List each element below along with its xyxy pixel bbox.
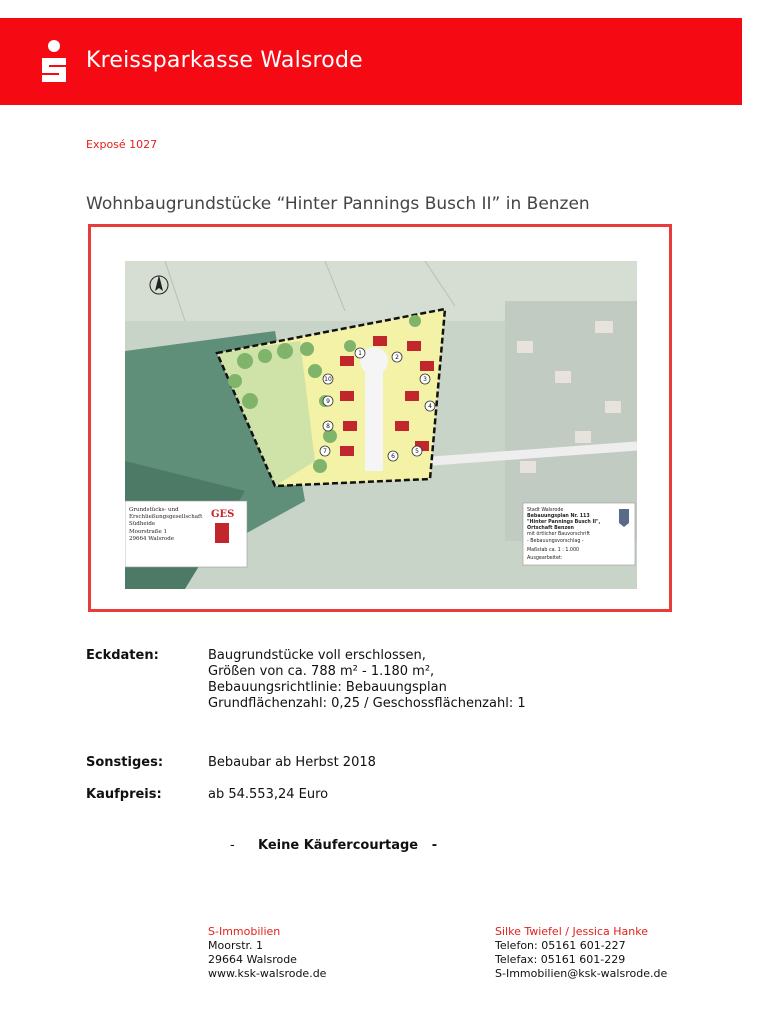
plot-number: 4: [428, 403, 432, 410]
svg-text:mit örtlicher Bauvorschrift: mit örtlicher Bauvorschrift: [527, 532, 590, 537]
misc-label: Sonstiges:: [86, 755, 164, 770]
price-value: ab 54.553,24 Euro: [208, 787, 329, 802]
header-bar: [0, 18, 742, 105]
misc-value: Bebaubar ab Herbst 2018: [208, 755, 376, 770]
expose-number: Exposé 1027: [86, 138, 158, 151]
svg-text:Grundstücks- und: Grundstücks- und: [129, 507, 179, 513]
svg-text:29664 Walsrode: 29664 Walsrode: [129, 536, 174, 542]
sparkasse-logo-icon: [38, 38, 70, 90]
svg-text:Stadt Walsrode: Stadt Walsrode: [527, 508, 564, 513]
plot-number: 8: [326, 423, 330, 430]
svg-text:Maßstab ca. 1 : 1.000: Maßstab ca. 1 : 1.000: [527, 548, 580, 553]
svg-text:- Bebauungsvorschlag -: - Bebauungsvorschlag -: [527, 539, 584, 544]
svg-text:Südheide: Südheide: [129, 521, 156, 527]
site-plan-map: [125, 261, 637, 589]
plot-number: 3: [423, 376, 427, 383]
plan-legend-box: [523, 503, 635, 565]
plot-number: 7: [323, 448, 327, 455]
brand-name: Kreissparkasse Walsrode: [86, 48, 363, 73]
facts-label: Eckdaten:: [86, 648, 159, 663]
contact-office: S-Immobilien Moorstr. 1 29664 Walsrode www.ksk-walsrode.de: [208, 925, 327, 980]
svg-text:Ausgearbeitet:: Ausgearbeitet:: [527, 556, 563, 561]
plot-number: 9: [326, 398, 330, 405]
plot-number: 2: [395, 354, 399, 361]
email-link[interactable]: S-Immobilien@ksk-walsrode.de: [495, 967, 668, 980]
plot-number: 1: [358, 350, 362, 357]
plot-number: 5: [415, 448, 419, 455]
page-title: Wohnbaugrundstücke “Hinter Pannings Busch II” in Benzen: [86, 194, 590, 214]
plot-number: 10: [324, 376, 332, 383]
facts-value: Baugrundstücke voll erschlossen, Größen von ca. 788 m² - 1.180 m², Bebauungsrichtlinie: Bebauungsplan Grundflächenzahl: 0,25 / Geschossflächenzahl: 1: [208, 648, 526, 711]
svg-text:Ortschaft Benzen: Ortschaft Benzen: [527, 526, 574, 531]
svg-text:"Hinter Pannings Busch II",: "Hinter Pannings Busch II",: [527, 520, 601, 525]
site-plan-frame: [88, 224, 672, 612]
company-box: [125, 501, 247, 567]
ges-logo-text: GES: [211, 509, 235, 520]
plot-number: 6: [391, 453, 395, 460]
svg-text:Moorstraße 1: Moorstraße 1: [129, 529, 168, 535]
price-label: Kaufpreis:: [86, 787, 162, 802]
svg-text:Bebauungsplan Nr. 113: Bebauungsplan Nr. 113: [527, 514, 590, 519]
courtage-note: - Keine Käufercourtage -: [230, 838, 438, 853]
website-link[interactable]: www.ksk-walsrode.de: [208, 967, 327, 980]
contact-persons: Silke Twiefel / Jessica Hanke Telefon: 05161 601-227 Telefax: 05161 601-229 S-Immobilien@ksk-walsrode.de: [495, 925, 668, 980]
svg-text:Erschließungsgesellschaft: Erschließungsgesellschaft: [129, 514, 203, 520]
